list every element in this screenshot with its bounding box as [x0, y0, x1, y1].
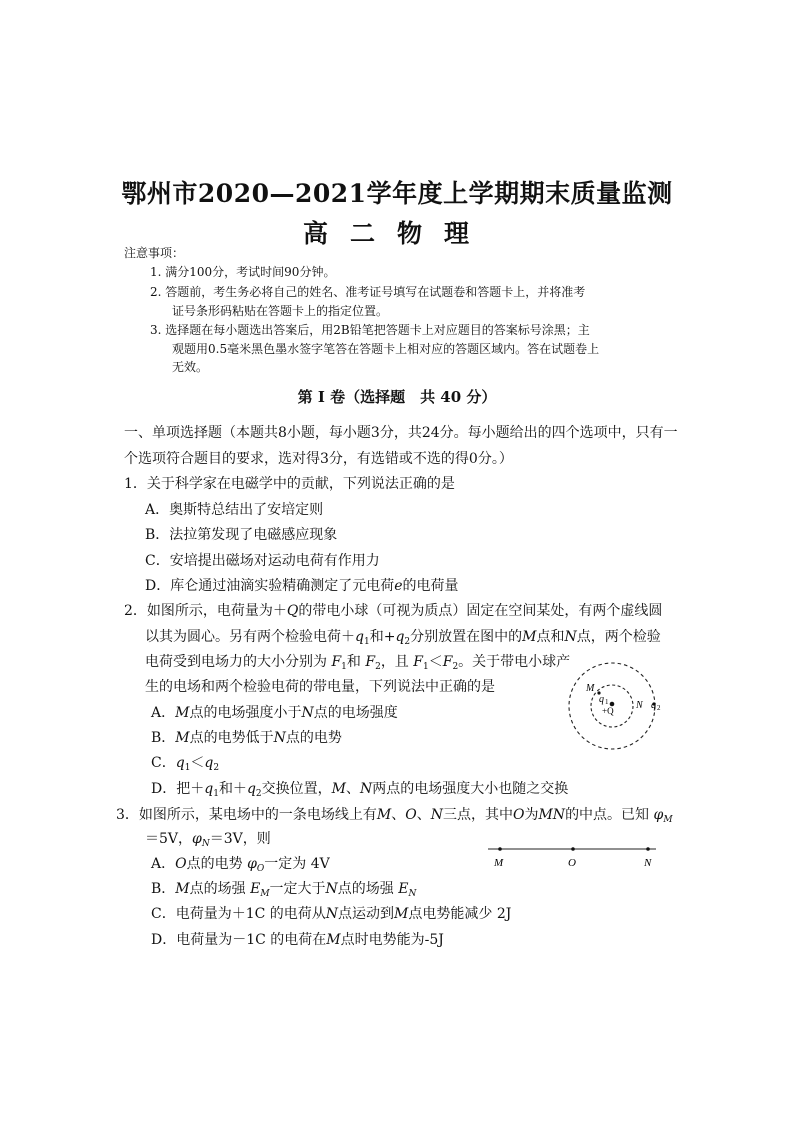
q3-option-a: A．O点的电势 $\varphi_O$一定为 4V: [151, 856, 330, 874]
q3-option-b: B．M点的场强 $E_M$一定大于N点的场强 $E_N$: [151, 881, 417, 899]
q2-stem-line1: 2．如图所示，电荷量为＋Q的带电小球（可视为质点）固定在空间某处，有两个虚线圆: [124, 603, 663, 619]
q3-option-d: D．电荷量为－1C 的电荷在M点时电势能为-5J: [151, 932, 444, 948]
notice-item-2-cont: 证号条形码粘贴在答题卡上的指定位置。: [172, 304, 389, 318]
notice-item-1: 1. 满分100分，考试时间90分钟。: [150, 265, 336, 279]
subject-title: 高二物理: [302, 219, 491, 248]
point-o-dot: [571, 847, 575, 851]
fig-label-q2: q: [651, 700, 656, 711]
section-instruction: 一、单项选择题（本题共8小题，每小题3分，共24分。每小题给出的四个选项中，只有一: [124, 425, 678, 441]
fig-label-q1-sub: 1: [605, 698, 609, 706]
q2-option-b: B．M点的电势低于N点的电势: [151, 730, 342, 746]
notice-item-2: 2. 答题前，考生务必将自己的姓名、准考证号填写在试题卷和答题卡上，并将准考: [150, 285, 586, 299]
q2-option-a: A．M点的电场强度小于N点的电场强度: [151, 705, 398, 721]
q1-stem: 1．关于科学家在电磁学中的贡献，下列说法正确的是: [124, 476, 455, 492]
q2-concentric-circles-figure: [566, 660, 666, 760]
fig-label-q1: q: [599, 694, 604, 705]
q1-option-d: D．库仑通过油滴实验精确测定了元电荷e的电荷量: [145, 578, 459, 594]
notice-item-3-end: 无效。: [172, 360, 209, 374]
fig-label-n: N: [644, 857, 652, 869]
exam-title: 鄂州市2020—2021学年度上学期期末质量监测: [121, 179, 673, 208]
fig-label-n: N: [636, 700, 643, 711]
q3-stem-line2: ＝5V，$\varphi_N=3V$，则: [145, 831, 271, 849]
point-n-dot: [646, 847, 650, 851]
q2-option-c: C．$q_1<q_2$: [151, 755, 220, 773]
q1-option-c: C．安培提出磁场对运动电荷有作用力: [145, 553, 380, 569]
q1-option-b: B．法拉第发现了电磁感应现象: [145, 527, 338, 543]
fig-label-o: O: [568, 857, 576, 869]
q3-field-line-figure: [484, 840, 664, 872]
q2-stem-line3: 电荷受到电场力的大小分别为 $F_1$和 $F_2$，且 $F_1<F_2$。关于带电小球产: [145, 654, 571, 672]
fig-label-m: M: [586, 683, 595, 694]
point-m-dot: [498, 847, 502, 851]
q2-option-d: D．把$+q_1$和$+q_2$交换位置，M、N两点的电场强度大小也随之交换: [151, 781, 569, 799]
q3-stem-line1: 3．如图所示，某电场中的一条电场线上有M、O、N三点，其中O为MN的中点。已知 $\varphi_M$: [116, 807, 673, 825]
section-instruction-cont: 个选项符合题目的要求，选对得3分，有选错或不选的得0分。）: [124, 451, 513, 467]
fig-label-q2-sub: 2: [657, 704, 661, 712]
fig-label-m: M: [494, 857, 504, 869]
q2-stem-line4: 生的电场和两个检验电荷的带电量，下列说法中正确的是: [145, 679, 495, 695]
q2-stem-line2: 以其为圆心。另有两个检验电荷$+q_1$和$+q_2$分别放置在图中的M点和N点，两个检验: [145, 629, 661, 647]
fig-label-q: +Q: [602, 706, 614, 716]
part-title: 第 I 卷（选择题 共 40 分）: [297, 388, 497, 406]
notice-item-3-cont: 观题用0.5毫米黑色墨水签字笔答在答题卡上相对应的答题区域内。答在试题卷上: [172, 342, 600, 356]
q1-option-a: A．奥斯特总结出了安培定则: [145, 502, 324, 518]
notice-heading: 注意事项：: [124, 246, 185, 260]
q3-option-c: C．电荷量为＋1C 的电荷从N点运动到M点电势能减少 2J: [151, 906, 512, 922]
notice-item-3: 3. 选择题在每小题选出答案后，用2B铅笔把答题卡上对应题目的答案标号涂黑；主: [150, 323, 590, 337]
